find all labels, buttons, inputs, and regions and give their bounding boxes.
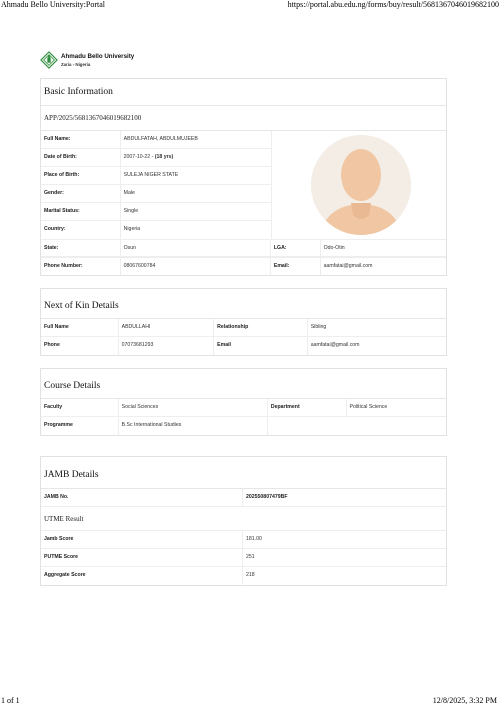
print-header [0, 0, 500, 10]
course-row-programme [41, 417, 446, 435]
score-row [41, 567, 446, 585]
lga-value: Odo-Otin [323, 245, 345, 251]
field-value-date-of-birth [121, 149, 271, 166]
print-footer [0, 696, 500, 706]
field-row-date-of-birth [41, 149, 272, 167]
kin-phone-value: 07073681293 [119, 337, 215, 355]
age-value: (18 yrs) [154, 154, 174, 160]
field-label: Place of Birth: [41, 167, 121, 184]
kin-full-name-label: Full Name [41, 319, 119, 336]
kin-row-name-relationship [41, 319, 446, 337]
field-row-state-lga [41, 239, 446, 257]
print-page-number: 1 of 1 [1, 696, 20, 705]
field-label: Marital Status: [41, 203, 121, 220]
field-row-country [41, 221, 272, 239]
kin-row-phone-email [41, 337, 446, 355]
course-details-title: Course Details [41, 369, 446, 399]
state-label: State: [41, 240, 121, 256]
jamb-number-value: 202550807479BF [246, 494, 288, 500]
score-value: 251 [246, 554, 255, 560]
score-label: Jamb Score [41, 531, 243, 548]
jamb-number-row [41, 489, 446, 507]
field-row-place-of-birth [41, 167, 272, 185]
field-value: Single [123, 208, 139, 214]
field-label: Date of Birth: [41, 149, 121, 166]
course-details-card [40, 368, 447, 436]
basic-information-title: Basic Information [41, 79, 446, 106]
kin-full-name-value: ABDULLAHI [119, 319, 215, 336]
print-page-title: Ahmadu Bello University:Portal [1, 0, 105, 9]
field-value: Nigeria [123, 226, 141, 232]
kin-email-label: Email [214, 337, 308, 355]
department-label: Department [268, 399, 347, 416]
field-value: ABDULFATAH, ABDULMUJEEB [123, 136, 198, 142]
next-of-kin-card [40, 288, 447, 356]
field-row-phone-email [41, 257, 446, 275]
faculty-value: Social Sciences [119, 399, 268, 416]
field-value: Male [123, 190, 135, 196]
score-row [41, 531, 446, 549]
field-label: Gender: [41, 185, 121, 202]
application-id: APP/2025/5681367046019682100 [41, 106, 446, 131]
basic-information-card [40, 78, 447, 276]
phone-value: 08067600784 [121, 258, 271, 275]
faculty-label: Faculty [41, 399, 119, 416]
score-value: 181.00 [246, 536, 262, 542]
lga-label: LGA: [271, 240, 321, 256]
field-value: SULEJA NIGER STATE [123, 172, 179, 178]
course-row-faculty-department [41, 399, 446, 417]
email-value: aamfatai@gmail.com [323, 263, 373, 269]
avatar-placeholder-icon [311, 135, 411, 235]
personal-fields [41, 131, 272, 239]
programme-value: B.Sc International Studies [119, 417, 268, 435]
jamb-details-title: JAMB Details [41, 457, 446, 489]
field-label: Full Name: [41, 131, 121, 148]
phone-label: Phone Number: [41, 258, 121, 275]
kin-email-value: aamfatai@gmail.com [310, 342, 360, 348]
field-label: Country: [41, 221, 121, 239]
basic-information-grid [41, 131, 446, 239]
kin-relationship-value: Sibling [310, 324, 327, 330]
programme-label: Programme [41, 417, 119, 435]
abu-crest-logo-icon [40, 51, 58, 69]
next-of-kin-title: Next of Kin Details [41, 289, 446, 319]
university-name: Ahmadu Bello University [61, 52, 135, 60]
print-url: https://portal.abu.edu.ng/forms/buy/result/5681367046019682100 [287, 0, 499, 9]
score-label: PUTME Score [41, 549, 243, 566]
score-value: 218 [246, 572, 255, 578]
score-row [41, 549, 446, 567]
jamb-details-card [40, 456, 447, 586]
department-value: Political Science [349, 404, 388, 410]
university-location: Zaria - Nigeria [61, 61, 91, 67]
kin-relationship-label: Relationship [214, 319, 308, 336]
score-label: Aggregate Score [41, 567, 243, 585]
empty-cell [268, 417, 446, 435]
print-datetime: 12/8/2025, 3:32 PM [432, 696, 497, 705]
field-row-marital-status [41, 203, 272, 221]
utme-result-title: UTME Result [41, 507, 446, 531]
university-brand [40, 50, 134, 70]
email-label: Email: [271, 258, 321, 275]
passport-photo-cell [273, 131, 448, 239]
field-row-gender [41, 185, 272, 203]
kin-phone-label: Phone [41, 337, 119, 355]
jamb-number-label: JAMB No. [41, 489, 243, 506]
date-of-birth-value: 2007-10-22 - [123, 154, 155, 160]
field-row-full-name [41, 131, 272, 149]
state-value: Osun [121, 240, 271, 256]
